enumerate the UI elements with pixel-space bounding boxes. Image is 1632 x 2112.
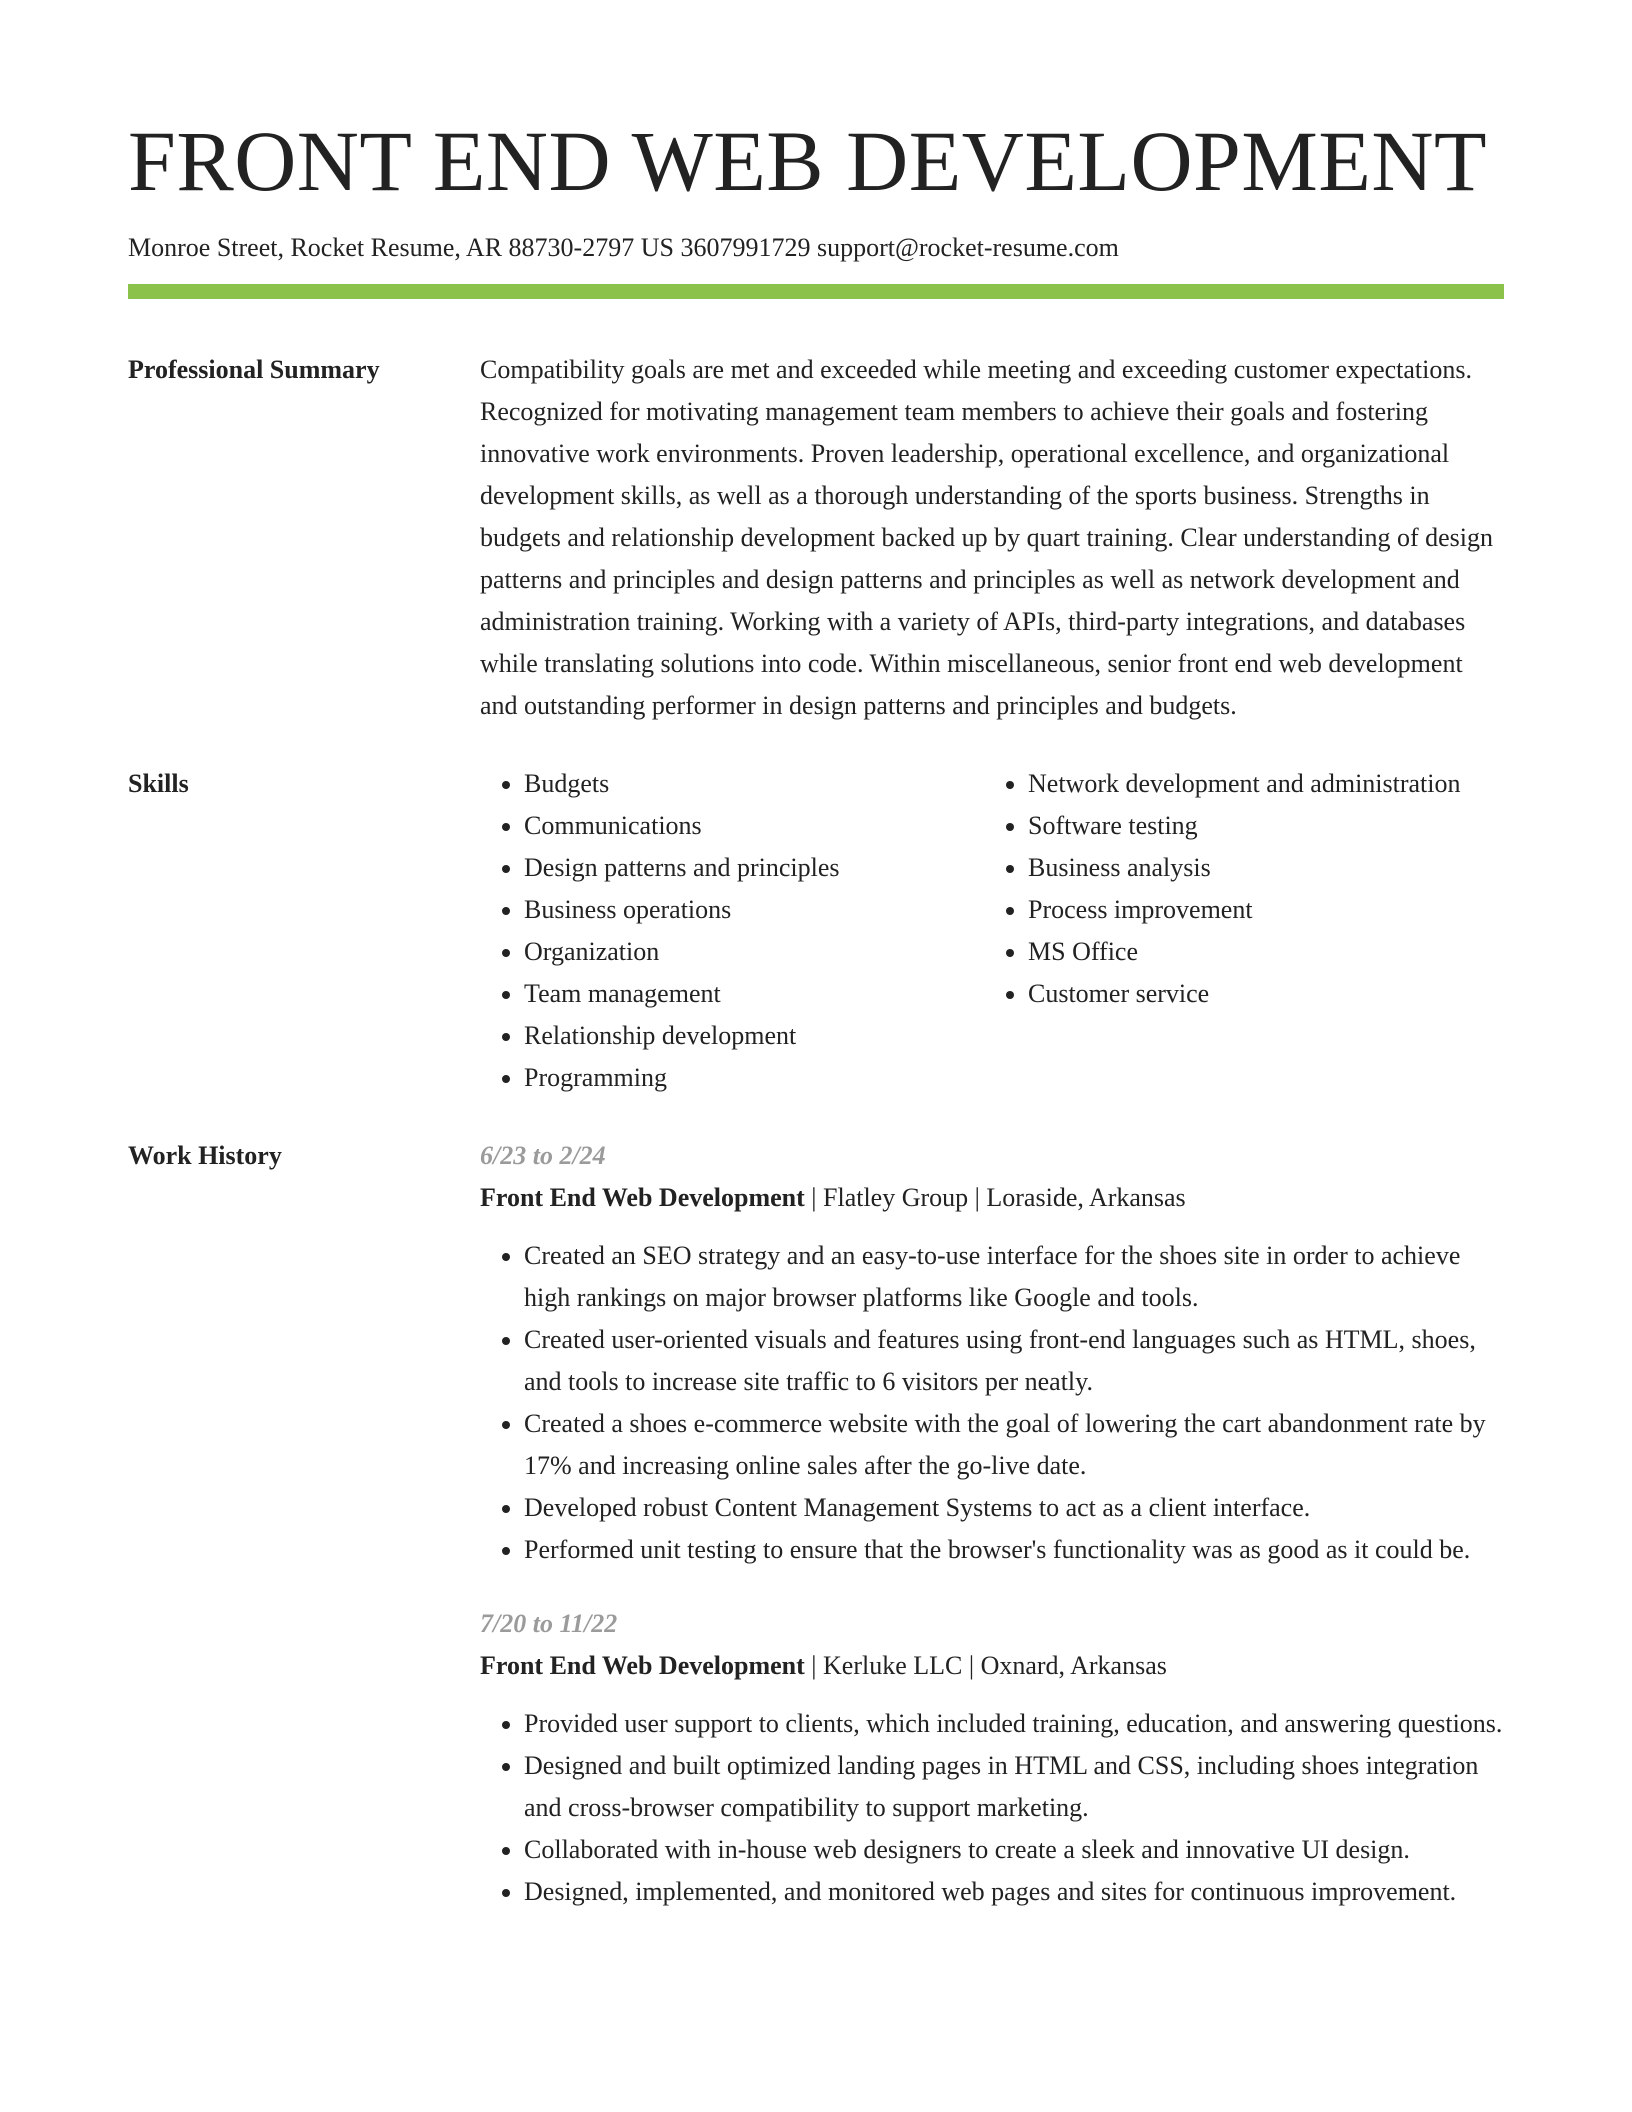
job-entry xyxy=(480,1603,1504,1913)
skill-item: • Network development and administration xyxy=(1028,763,1498,805)
resume-name: FRONT END WEB DEVELOPMENT xyxy=(128,113,1488,209)
job-company: Kerluke LLC xyxy=(823,1651,963,1681)
job-dates: 6/23 to 2/24 xyxy=(480,1141,606,1171)
job-title: Front End Web Development xyxy=(480,1183,805,1213)
summary-text: Compatibility goals are met and exceeded while meeting and exceeding customer expectations. Recognized for motivating management team members to achieve their goals and fostering innovative work environments. Proven leadership, operational excellence, and organizational development skills, as well as a thorough understanding of the sports business. Strengths in budgets and relationship development backed up by quart training. Clear understanding of design patterns and principles and design patterns and principles as well as network development and administration training. Working with a variety of APIs, third-party integrations, and databases while translating solutions into code. Within miscellaneous, senior front end web development and outstanding performer in design patterns and principles and budgets. xyxy=(480,355,1494,721)
job-bullet: • Provided user support to clients, which included training, education, and answering questions. xyxy=(524,1703,1504,1745)
skill-item: • Team management xyxy=(524,973,984,1015)
job-bullet: • Created a shoes e-commerce website with the goal of lowering the cart abandonment rate by 17% and increasing online sales after the go-live date. xyxy=(524,1403,1504,1487)
contact-line xyxy=(128,232,1504,263)
job-location: Loraside, Arkansas xyxy=(986,1183,1186,1213)
job-company: Flatley Group xyxy=(823,1183,969,1213)
skills-heading: Skills xyxy=(128,769,189,799)
skill-item: • Software testing xyxy=(1028,805,1498,847)
job-bullets xyxy=(480,1703,1504,1913)
job-bullet: • Performed unit testing to ensure that the browser's functionality was as good as it could be. xyxy=(524,1529,1504,1571)
work-history-section xyxy=(128,1135,1504,1913)
job-bullet: • Created user-oriented visuals and features using front-end languages such as HTML, shoes, and tools to increase site traffic to 6 visitors per neatly. xyxy=(524,1319,1504,1403)
skill-item: • Budgets xyxy=(524,763,984,805)
jobs-container xyxy=(480,1135,1504,1913)
skill-item: • Communications xyxy=(524,805,984,847)
job-bullet: • Developed robust Content Management Systems to act as a client interface. xyxy=(524,1487,1504,1529)
skill-item: • Relationship development xyxy=(524,1015,984,1057)
contact-email: support@rocket-resume.com xyxy=(816,233,1119,262)
skills-list-right xyxy=(984,763,1498,1099)
work-history-heading: Work History xyxy=(128,1141,282,1171)
job-bullets xyxy=(480,1235,1504,1571)
skill-item: • Organization xyxy=(524,931,984,973)
skill-item: • Design patterns and principles xyxy=(524,847,984,889)
skill-item: • Business operations xyxy=(524,889,984,931)
job-dates: 7/20 to 11/22 xyxy=(480,1609,618,1639)
skills-columns xyxy=(480,763,1504,1099)
resume-page xyxy=(128,113,1504,1913)
job-bullet: • Collaborated with in-house web designers to create a sleek and innovative UI design. xyxy=(524,1829,1504,1871)
accent-divider xyxy=(128,284,1504,299)
summary-heading: Professional Summary xyxy=(128,355,380,385)
job-bullet: • Designed, implemented, and monitored web pages and sites for continuous improvement. xyxy=(524,1871,1504,1913)
job-bullet: • Designed and built optimized landing pages in HTML and CSS, including shoes integration and cross-browser compatibility to support marketing. xyxy=(524,1745,1504,1829)
job-entry xyxy=(480,1135,1504,1571)
job-title: Front End Web Development xyxy=(480,1651,805,1681)
summary-section xyxy=(128,349,1504,727)
skills-section xyxy=(128,763,1504,1099)
skill-item: • Programming xyxy=(524,1057,984,1099)
skill-item: • Business analysis xyxy=(1028,847,1498,889)
contact-phone: 3607991729 xyxy=(680,233,811,262)
skill-item: • Customer service xyxy=(1028,973,1498,1015)
skill-item: • MS Office xyxy=(1028,931,1498,973)
skills-list-left xyxy=(480,763,984,1099)
job-bullet: • Created an SEO strategy and an easy-to-use interface for the shoes site in order to achieve high rankings on major browser platforms like Google and tools. xyxy=(524,1235,1504,1319)
job-heading: Front End Web Development | Flatley Group | Loraside, Arkansas xyxy=(480,1183,1186,1213)
job-heading: Front End Web Development | Kerluke LLC | Oxnard, Arkansas xyxy=(480,1651,1167,1681)
skill-item: • Process improvement xyxy=(1028,889,1498,931)
contact-address: Monroe Street, Rocket Resume, AR 88730-2797 US xyxy=(128,233,674,262)
job-location: Oxnard, Arkansas xyxy=(980,1651,1167,1681)
